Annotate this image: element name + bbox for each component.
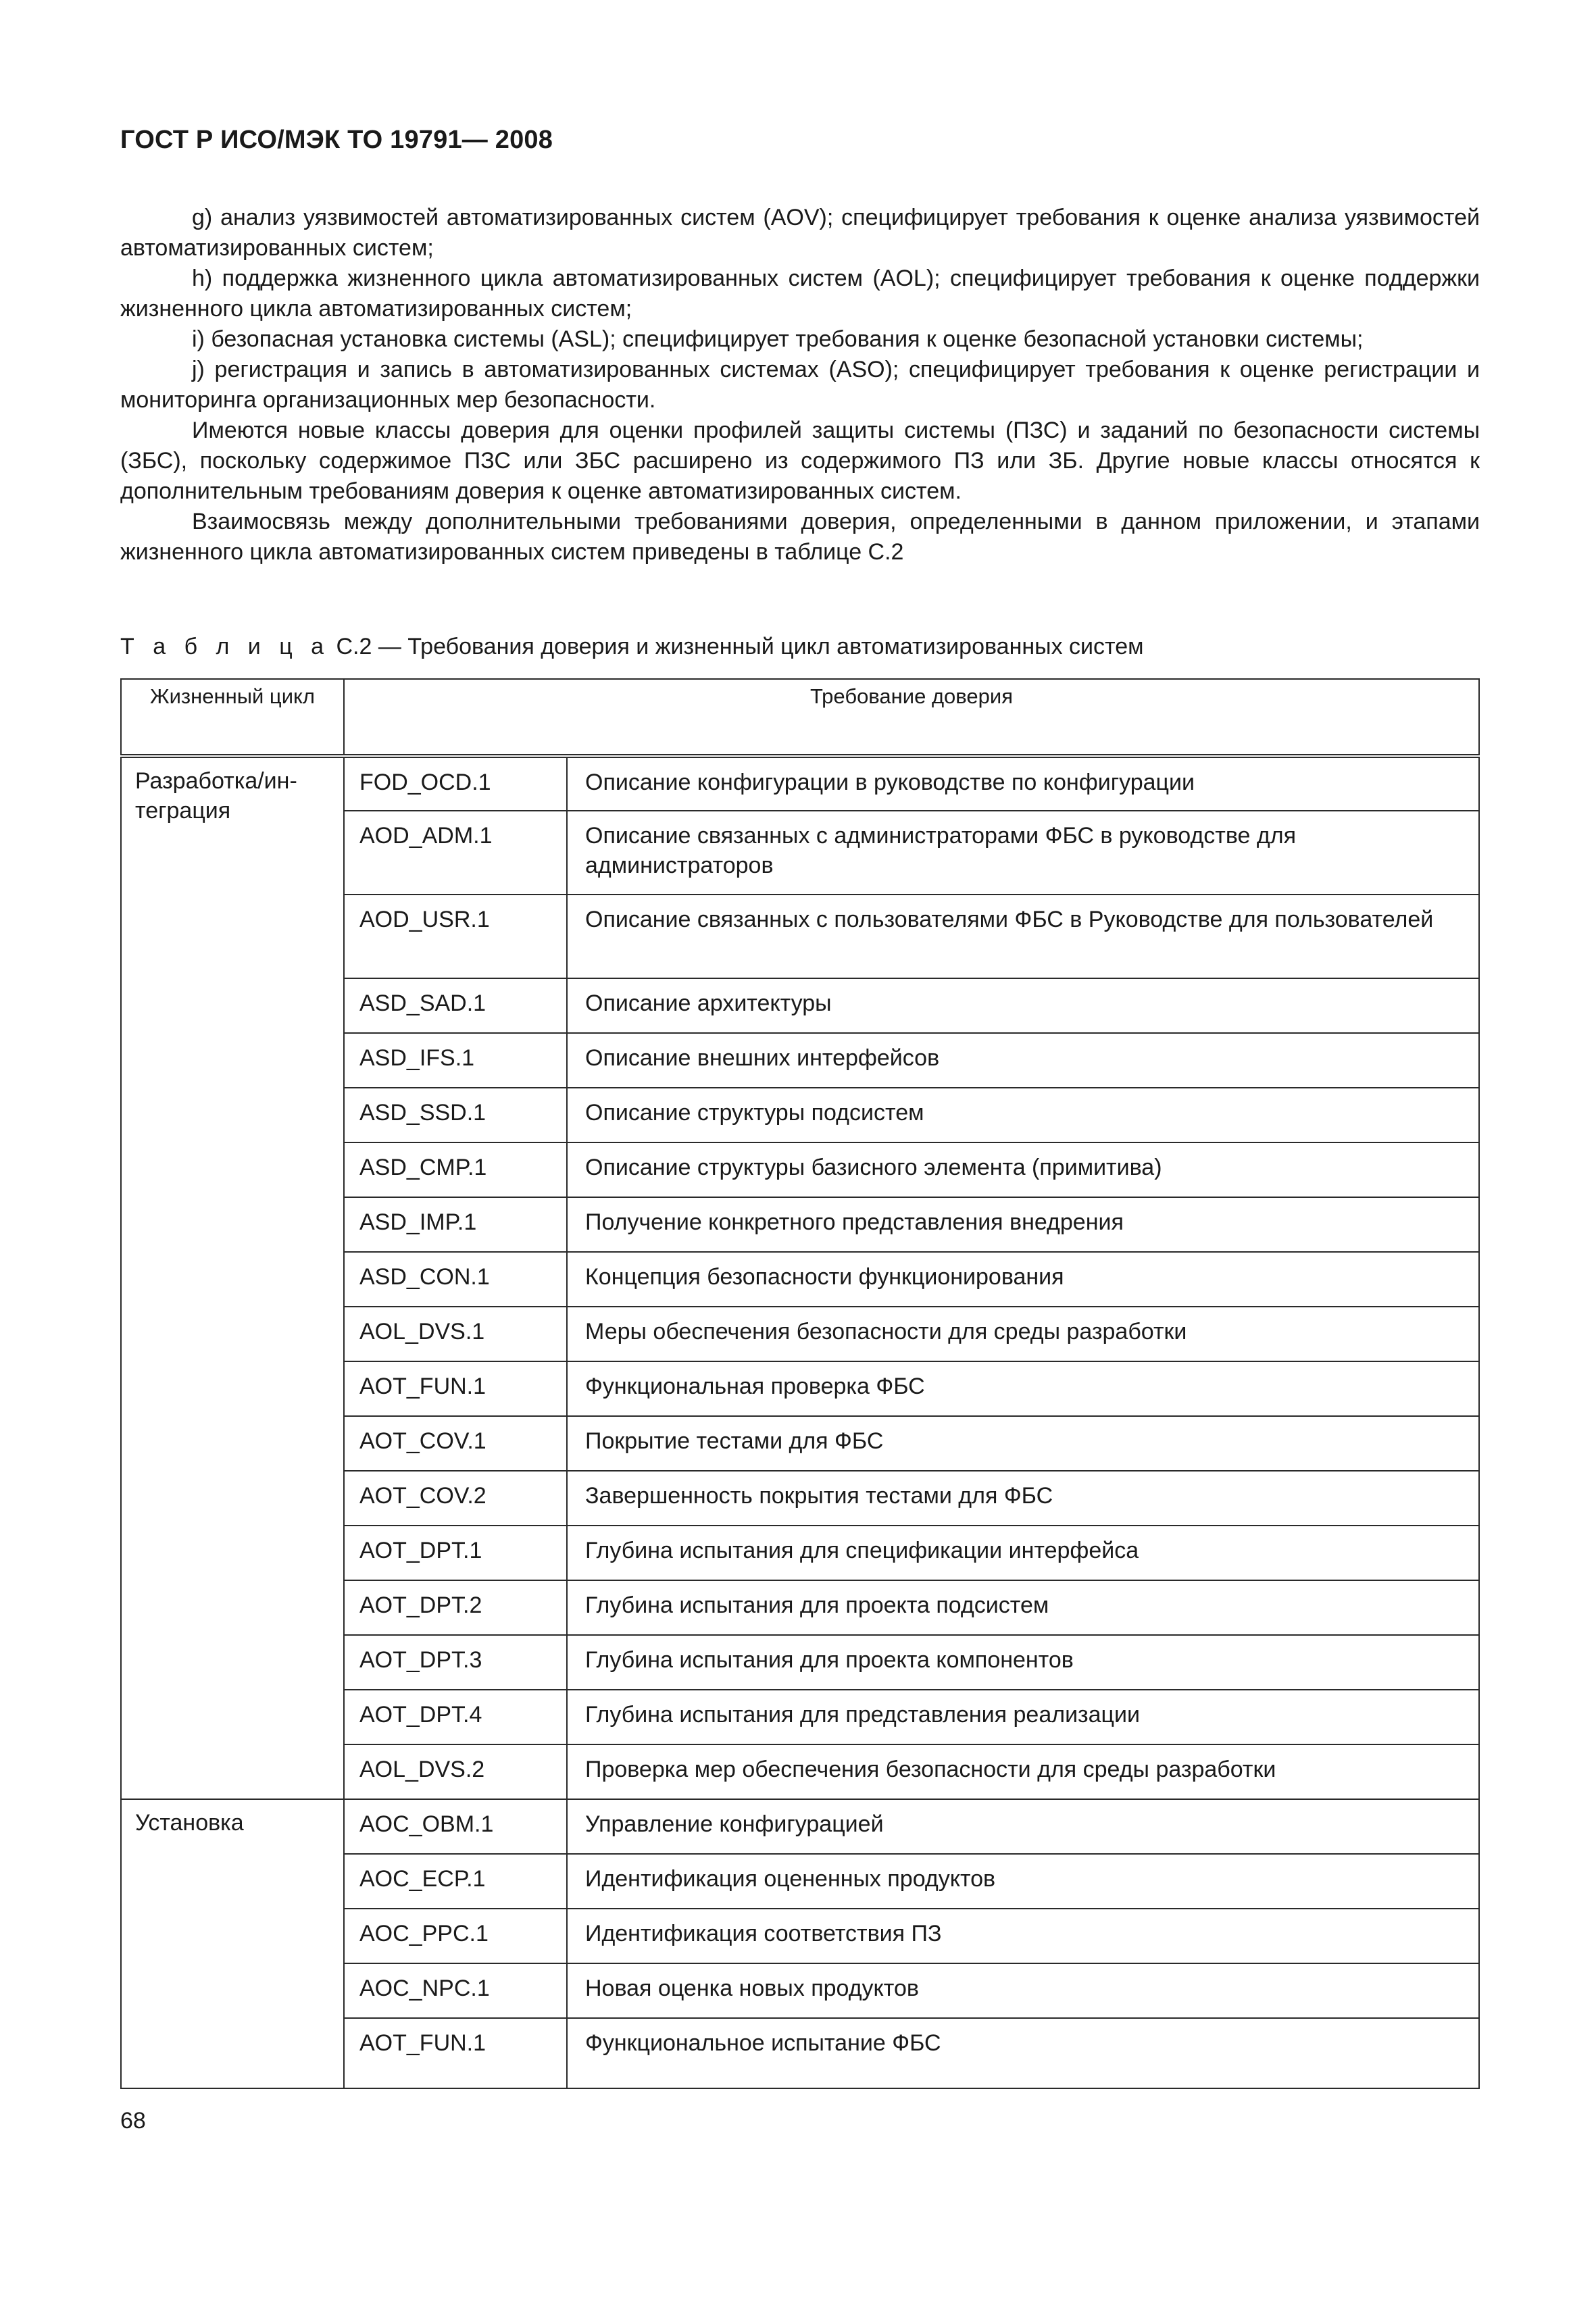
paragraph-h: h) поддержка жизненного цикла автоматизированных систем (AOL); специфицирует требования к оценке поддержки жизненного цикла автоматизированных систем;	[120, 266, 1480, 322]
requirement-code-cell: AOT_DPT.2	[344, 1580, 567, 1635]
requirement-description-cell: Глубина испытания для проекта компонентов	[567, 1635, 1479, 1690]
requirement-code-cell: ASD_CON.1	[344, 1252, 567, 1307]
paragraph-j: j) регистрация и запись в автоматизированных системах (ASO); специфицирует требования к оценке регистрации и мониторинга организационных мер безопасности.	[120, 357, 1480, 413]
lifecycle-phase-cell: Установка	[121, 1799, 344, 2088]
requirement-description-cell: Идентификация соответствия ПЗ	[567, 1909, 1479, 1963]
paragraph-g: g) анализ уязвимостей автоматизированных систем (AOV); специфицирует требования к оценке анализа уязвимостей автоматизированных систем;	[120, 205, 1480, 261]
requirement-code-cell: AOT_FUN.1	[344, 1361, 567, 1416]
paragraph-relationship: Взаимосвязь между дополнительными требованиями доверия, определенными в данном приложении, и этапами жизненного цикла автоматизированных систем приведены в таблице С.2	[120, 509, 1480, 565]
requirement-code-cell: AOT_FUN.1	[344, 2018, 567, 2088]
requirement-code-cell: AOT_DPT.4	[344, 1690, 567, 1744]
requirement-description-cell: Управление конфигурацией	[567, 1799, 1479, 1854]
requirement-description-cell: Описание конфигурации в руководстве по конфигурации	[567, 756, 1479, 811]
requirement-code-cell: AOT_COV.1	[344, 1416, 567, 1471]
requirement-code-cell: ASD_CMP.1	[344, 1142, 567, 1197]
lifecycle-phase-cell: Разработка/ин-тегрaция	[121, 756, 344, 1799]
requirement-code-cell: ASD_IFS.1	[344, 1033, 567, 1088]
paragraph-i: i) безопасная установка системы (ASL); специфицирует требования к оценке безопасной установки системы;	[192, 326, 1364, 352]
requirement-code-cell: ASD_SAD.1	[344, 978, 567, 1033]
requirement-description-cell: Завершенность покрытия тестами для ФБС	[567, 1471, 1479, 1526]
requirement-description-cell: Получение конкретного представления внедрения	[567, 1197, 1479, 1252]
requirement-description-cell: Описание внешних интерфейсов	[567, 1033, 1479, 1088]
body-text	[120, 203, 1480, 568]
requirement-code-cell: AOT_DPT.1	[344, 1526, 567, 1580]
table-row	[121, 756, 1479, 811]
requirement-description-cell: Описание архитектуры	[567, 978, 1479, 1033]
table-row	[121, 1799, 1479, 1854]
requirement-code-cell: AOC_PPC.1	[344, 1909, 567, 1963]
requirement-description-cell: Функциональное испытание ФБС	[567, 2018, 1479, 2088]
requirement-description-cell: Описание структуры базисного элемента (примитива)	[567, 1142, 1479, 1197]
page-number: 68	[120, 2108, 146, 2134]
requirement-code-cell: ASD_SSD.1	[344, 1088, 567, 1142]
header-requirement: Требование доверия	[344, 679, 1479, 756]
requirement-description-cell: Описание связанных с администраторами ФБС в руководстве для администраторов	[567, 811, 1479, 895]
paragraph-new-classes: Имеются новые классы доверия для оценки профилей защиты системы (ПЗС) и заданий по безопасности системы (ЗБС), поскольку содержимое ПЗС или ЗБС расширено из содержимого ПЗ или ЗБ. Другие новые классы относятся к дополнительным требованиям доверия к оценке автоматизированных систем.	[120, 418, 1480, 504]
requirement-code-cell: ASD_IMP.1	[344, 1197, 567, 1252]
requirement-code-cell: AOL_DVS.2	[344, 1744, 567, 1799]
requirement-description-cell: Идентификация оцененных продуктов	[567, 1854, 1479, 1909]
requirement-code-cell: AOD_ADM.1	[344, 811, 567, 895]
requirement-code-cell: AOC_ECP.1	[344, 1854, 567, 1909]
requirement-description-cell: Глубина испытания для спецификации интерфейса	[567, 1526, 1479, 1580]
requirements-table	[120, 678, 1480, 2089]
table-header-row	[121, 679, 1479, 756]
requirement-code-cell: AOT_DPT.3	[344, 1635, 567, 1690]
header-lifecycle: Жизненный цикл	[121, 679, 344, 756]
requirement-description-cell: Функциональная проверка ФБС	[567, 1361, 1479, 1416]
table-caption-label: Т а б л и ц а	[120, 634, 330, 659]
requirement-description-cell: Описание структуры подсистем	[567, 1088, 1479, 1142]
table-caption	[120, 632, 1144, 662]
table-caption-text: С.2 — Требования доверия и жизненный цикл автоматизированных систем	[330, 634, 1144, 659]
requirement-description-cell: Концепция безопасности функционирования	[567, 1252, 1479, 1307]
requirement-description-cell: Глубина испытания для проекта подсистем	[567, 1580, 1479, 1635]
requirement-description-cell: Описание связанных с пользователями ФБС в Руководстве для пользователей	[567, 895, 1479, 978]
requirement-code-cell: AOL_DVS.1	[344, 1307, 567, 1361]
requirement-code-cell: AOD_USR.1	[344, 895, 567, 978]
requirement-description-cell: Новая оценка новых продуктов	[567, 1963, 1479, 2018]
requirement-code-cell: AOT_COV.2	[344, 1471, 567, 1526]
requirement-description-cell: Меры обеспечения безопасности для среды разработки	[567, 1307, 1479, 1361]
requirement-code-cell: AOC_OBM.1	[344, 1799, 567, 1854]
requirement-description-cell: Проверка мер обеспечения безопасности для среды разработки	[567, 1744, 1479, 1799]
document-header: ГОСТ Р ИСО/МЭК ТО 19791— 2008	[120, 126, 553, 154]
requirement-description-cell: Глубина испытания для представления реализации	[567, 1690, 1479, 1744]
requirement-code-cell: FOD_OCD.1	[344, 756, 567, 811]
requirement-description-cell: Покрытие тестами для ФБС	[567, 1416, 1479, 1471]
requirement-code-cell: AOC_NPC.1	[344, 1963, 567, 2018]
